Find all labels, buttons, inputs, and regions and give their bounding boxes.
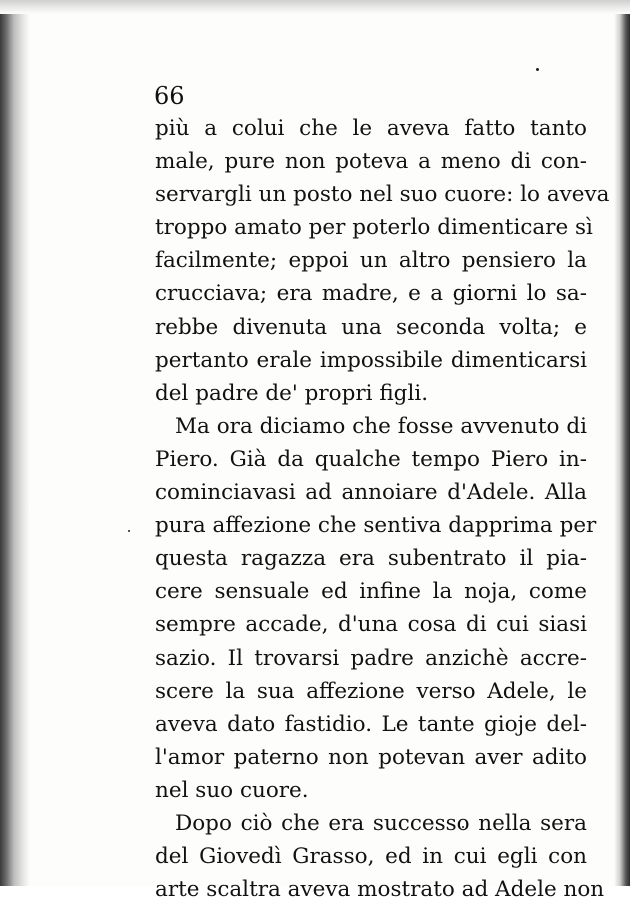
- text-line: del padre de' propri figli.: [155, 380, 429, 406]
- text-line: più a colui che le aveva fatto tanto: [155, 116, 587, 141]
- text-line: cere sensuale ed infine la noja, come: [155, 579, 587, 605]
- page-number: 66: [154, 82, 185, 110]
- text-line: cominciavasi ad annoiare d'Adele. Alla: [155, 480, 587, 506]
- text-line: troppo amato per poterlo dimenticare sì: [155, 215, 593, 241]
- text-line: crucciava; era madre, e a giorni lo sa-: [155, 281, 587, 307]
- ink-speck: [536, 68, 539, 71]
- text-line: arte scaltra aveva mostrato ad Adele non: [155, 877, 605, 903]
- text-line: aveva dato fastidio. Le tante gioje del-: [155, 711, 587, 737]
- text-line: pertanto erale impossibile dimenticarsi: [155, 347, 587, 373]
- text-line: sempre accade, d'una cosa di cui siasi: [155, 612, 587, 638]
- text-line: l'amor paterno non potevan aver adito: [155, 744, 587, 770]
- text-line: rebbe divenuta una seconda volta; e: [155, 314, 587, 340]
- text-line: Ma ora diciamo che fosse avvenuto di: [175, 413, 587, 439]
- text-line: servargli un posto nel suo cuore: lo aveva: [155, 182, 610, 208]
- text-line: Piero. Già da qualche tempo Piero in-: [155, 446, 587, 472]
- text-line: pura affezione che sentiva dapprima per: [155, 513, 597, 539]
- text-line: sazio. Il trovarsi padre anzichè accre-: [155, 645, 587, 671]
- text-line: male, pure non poteva a meno di con-: [155, 149, 587, 175]
- binding-shadow: [0, 0, 30, 886]
- text-line: facilmente; eppoi un altro pensiero la: [155, 248, 587, 274]
- text-line: scere la sua affezione verso Adele, le: [155, 678, 587, 704]
- text-line: nel suo cuore.: [155, 777, 309, 803]
- text-line: questa ragazza era subentrato il pia-: [155, 546, 587, 572]
- body-text: [155, 112, 610, 906]
- text-line: Dopo ciò che era successo nella sera: [175, 810, 587, 836]
- ink-speck: [128, 530, 130, 532]
- text-line: del Giovedì Grasso, ed in cui egli con: [155, 844, 587, 870]
- page-edge-shadow: [614, 0, 630, 886]
- top-edge-shadow: [0, 0, 630, 14]
